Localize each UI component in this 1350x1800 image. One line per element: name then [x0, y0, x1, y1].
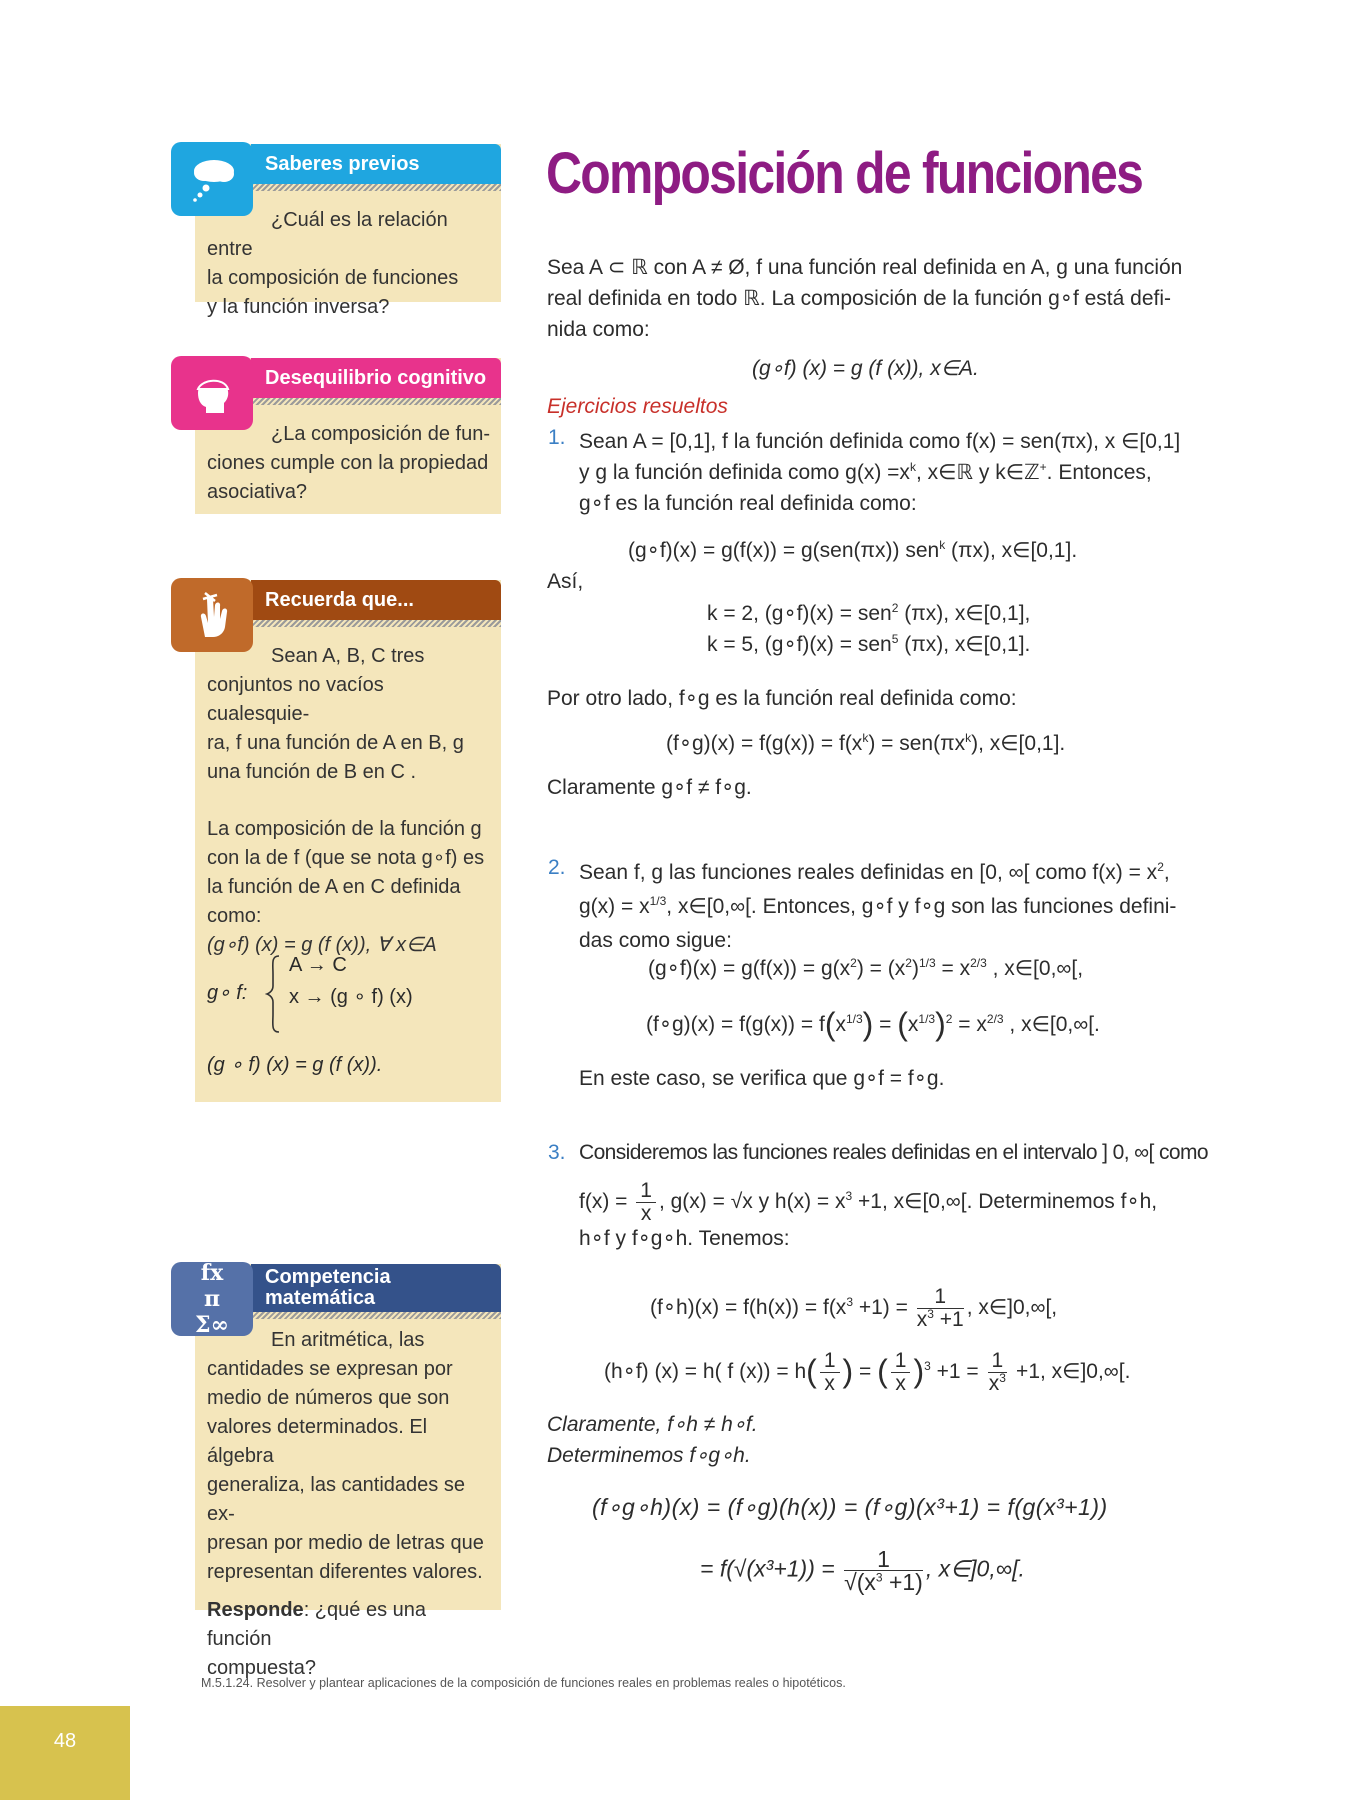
competencia-header	[251, 1264, 501, 1312]
page-number	[0, 1706, 130, 1800]
recuerda-text-line: La composición de la función g	[207, 818, 482, 840]
mapping-line: A → C	[289, 954, 347, 976]
fraction: $\frac{1}{x}$	[820, 1350, 840, 1395]
exercise-1-line: Sean A = [0,1], f la función definida como f(x) = sen(πx), x ∈[0,1]	[579, 430, 1181, 453]
recuerda-text-line: con la de f (que se nota g∘f) es	[207, 847, 485, 869]
equation-part: (πx), x∈[0,1].	[945, 539, 1078, 562]
competencia-text-line: En aritmética, las	[271, 1329, 425, 1351]
claramente-2-text: Claramente, f∘h ≠ h∘f.	[547, 1413, 758, 1436]
exercise-2-number: 2.	[548, 856, 566, 879]
mapping-diagram	[207, 954, 487, 1034]
equation-part: (f∘g)(x) = f(g(x)) = f	[646, 1013, 825, 1036]
header-hatch	[251, 398, 501, 405]
header-hatch	[251, 1312, 501, 1319]
definition-equation: (g∘f) (x) = g (f (x)), x∈A.	[752, 357, 979, 380]
recuerda-final-formula: (g ∘ f) (x) = g (f (x)).	[207, 1054, 383, 1076]
exercise-2-equation-1: (g∘f)(x) = $g(f(x)) = g(x^2) = (x^2)^{1/3} = x^{2/3}$ , x∈[0,∞[,	[648, 956, 1084, 980]
fogoh-equation-2	[700, 1548, 1025, 1593]
exercise-1-number: 1.	[548, 426, 566, 449]
competencia-title-line2: matemática	[265, 1287, 376, 1309]
exercise-2-equation-2: (f∘g)(x) = $f(g(x)) = f(x^{1/3}) = (x^{1/3})^2 = x^{2/3}$ , x∈[0,∞[.	[646, 1006, 1100, 1042]
exercise-2-line: das como sigue:	[579, 929, 732, 952]
exercise-3-line-3: h∘f y f∘g∘h. Tenemos:	[579, 1227, 790, 1250]
equation-part: +1 =	[930, 1360, 979, 1384]
equation-part: , x∈]0,∞[.	[925, 1555, 1025, 1582]
saberes-text-line: ¿Cuál es la relación entre	[207, 209, 448, 260]
saberes-previos-box	[195, 144, 501, 318]
intro-line: nida como:	[547, 318, 650, 341]
desequilibrio-text-line: ciones cumple con la propiedad	[207, 452, 489, 474]
intro-line: Sea A ⊂ ℝ con A ≠ Ø, f una función real definida en A, g una función	[547, 256, 1183, 279]
desequilibrio-text	[207, 420, 491, 507]
equation-part: (g∘f)(x) = g(f(x)) = g(x	[648, 957, 851, 980]
exercise-3-line-1: Consideremos las funciones reales definidas en el intervalo ] 0, ∞[ como	[579, 1141, 1208, 1164]
competencia-text-line: cantidades se expresan por	[207, 1358, 453, 1380]
exercise-2-line: g(x) = x	[579, 895, 650, 918]
equation-part: f(x) =	[579, 1190, 628, 1214]
por-otro-lado-text: Por otro lado, f∘g es la función real definida como:	[547, 687, 1017, 710]
k5-equation: k = 5, (g∘f)(x) = sen$^5$ (πx), x∈[0,1].	[707, 632, 1031, 656]
equation-part: ) = (x	[856, 957, 906, 980]
responde-text: : ¿qué es una función	[207, 1599, 426, 1650]
exercise-3-equation-2: (h∘f) (x) = h( f (x)) = h( $\frac{1}{x}$ ) = ( $\frac{1}{x}$ )$^3$ +1 = $\frac{1}{x^3}$ +1, x∈]0,∞[.	[604, 1349, 1131, 1395]
header-hatch	[251, 620, 501, 627]
saberes-previos-header	[251, 144, 501, 184]
recuerda-header	[251, 580, 501, 620]
competencia-text-line: representan diferentes valores.	[207, 1561, 483, 1583]
equation-part: (g∘f)(x) = g(f(x)) = g(sen(πx)) sen	[628, 539, 940, 562]
desequilibrio-header	[251, 358, 501, 398]
equation-part: k = 2, (g∘f)(x) = sen	[707, 602, 892, 625]
exercise-3-number: 3.	[548, 1141, 566, 1164]
page-title: Composición de funciones	[546, 141, 1143, 206]
equation-part: (h∘f) (x) = h( f (x)) = h	[604, 1360, 807, 1384]
fraction: $\frac{1}{x^3}$	[988, 1349, 1006, 1395]
exercise-1-line: , x∈ℝ y k∈ℤ	[915, 461, 1040, 484]
competencia-text-line: valores determinados. El álgebra	[207, 1416, 428, 1467]
equation-part: = x	[952, 1013, 987, 1036]
competencia-text-line: medio de números que son	[207, 1387, 450, 1409]
saberes-text-line: la composición de funciones	[207, 267, 459, 289]
competencia-text-line: presan por medio de letras que	[207, 1532, 484, 1554]
math-symbols-icon	[171, 1262, 253, 1336]
exercise-1-equation: (g∘f)(x) = g(f(x)) = g(sen(πx)) sen$^k$ (πx), x∈[0,1].	[628, 538, 1078, 562]
competencia-text-line: generaliza, las cantidades se ex-	[207, 1474, 465, 1525]
exercise-2-conclusion: En este caso, se verifica que g∘f = f∘g.	[579, 1067, 945, 1090]
exercise-3-equation-1: (f∘h)(x) = $f(h(x)) = f(x^3 +1)$ = $\frac{1}{x^3 +1}$ , x∈]0,∞[,	[650, 1285, 1058, 1331]
equation-part: = f(√(x³+1)) =	[700, 1555, 835, 1582]
equation-part: +1) =	[853, 1296, 908, 1320]
equation-part: k = 5, (g∘f)(x) = sen	[707, 633, 892, 656]
mapping-line: x → (g ∘ f) (x)	[289, 986, 413, 1008]
equation-part: )	[911, 957, 919, 980]
recuerda-box	[195, 580, 501, 1102]
equation-part: +1, x∈]0,∞[.	[1010, 1360, 1131, 1384]
intro-paragraph	[547, 252, 1207, 345]
ejercicios-heading: Ejercicios resueltos	[547, 395, 728, 418]
recuerda-text-line: ra, f una función de A en B, g	[207, 732, 464, 754]
header-hatch	[251, 184, 501, 191]
asi-label: Así,	[547, 570, 584, 593]
recuerda-text-line: Sean A, B, C tres	[271, 645, 425, 667]
responde-text-line: compuesta?	[207, 1657, 316, 1679]
competencia-box	[195, 1260, 501, 1679]
equation-part: , x∈]0,∞[,	[966, 1296, 1058, 1320]
equation-part: +1, x∈[0,∞[. Determinemos f∘h,	[852, 1190, 1158, 1214]
finger-string-icon	[171, 578, 253, 652]
saberes-previos-text	[207, 206, 491, 322]
thought-cloud-icon	[171, 142, 253, 216]
exercise-2-line: Sean f, g las funciones reales definidas en [0, ∞[ como f(x) = x	[579, 861, 1158, 884]
exercise-1-line: y g la función definida como g(x) =x	[579, 461, 910, 484]
responde-label: Responde	[207, 1599, 304, 1621]
recuerda-text-line: una función de B en C .	[207, 761, 417, 783]
exercise-1-line: . Entonces,	[1046, 461, 1152, 484]
equation-part: (πx), x∈[0,1],	[898, 602, 1031, 625]
exercise-2-statement: Sean f, g las funciones reales definidas en [0, ∞[ como $f(x) = x^2$, $g(x) = x^{1/3}$, x∈[0,∞[. Entonces, g∘f y f∘g son las funciones defini- das como sigue:	[579, 856, 1207, 958]
fog-equation: (f∘g)(x) = $f(g(x)) = f(x^k) = sen(\pi x^k)$, x∈[0,1].	[666, 731, 1066, 755]
recuerda-text-line: conjuntos no vacíos cualesquie-	[207, 674, 384, 725]
fraction: $\frac{1}{x^3 +1}$	[916, 1285, 964, 1331]
desequilibrio-text-line: asociativa?	[207, 481, 308, 503]
one-over-x-fraction: $\frac{1}{x}$	[636, 1180, 656, 1225]
recuerda-text-line: como:	[207, 905, 262, 927]
exercise-1-line: g∘f es la función real definida como:	[579, 492, 917, 515]
equation-part: ), x∈[0,1].	[971, 732, 1066, 755]
recuerda-text-line: la función de A en C definida	[207, 876, 461, 898]
fraction: $\frac{1}{x}$	[891, 1350, 911, 1395]
k2-equation: k = 2, (g∘f)(x) = sen$^2$ (πx), x∈[0,1],	[707, 601, 1031, 625]
curriculum-note: M.5.1.24. Resolver y plantear aplicaciones de la composición de funciones reales en problemas reales o hipotéticos.	[201, 1676, 846, 1690]
head-icon	[171, 356, 253, 430]
exercise-1-statement: Sean A = [0,1], f la función definida como f(x) = sen(πx), x ∈[0,1] y g la función definida como $g(x) =x^k$, x∈ℝ y k∈ℤ+. Entonces, g∘f es la función real definida como:	[579, 426, 1207, 519]
exercise-2-line: , x∈[0,∞[. Entonces, g∘f y f∘g son las funciones defini-	[666, 895, 1177, 918]
determinemos-text: Determinemos f∘g∘h.	[547, 1444, 751, 1467]
intro-line: real definida en todo ℝ. La composición de la función g∘f está defi-	[547, 287, 1171, 310]
competencia-title-line1: Competencia	[265, 1266, 391, 1288]
equation-part: (πx), x∈[0,1].	[898, 633, 1031, 656]
equation-part: , x∈[0,∞[.	[1003, 1013, 1100, 1036]
equation-part: ) = sen(πx	[868, 732, 966, 755]
fraction: $\frac{1}{√(x^3 +1)}$	[844, 1546, 923, 1595]
saberes-previos-title: Saberes previos	[265, 152, 420, 175]
fogoh-equation-1: (f∘g∘h)(x) = (f∘g)(h(x)) = (f∘g)(x³+1) = f(g(x³+1))	[592, 1494, 1108, 1520]
equation-part: , g(x) = √x y h(x) = x	[658, 1190, 846, 1214]
exercise-3-line-2: f(x) = $\frac{1}{x}$ , g(x) = √x y $h(x) = x^3 +1$, x∈[0,∞[. Determinemos f∘h,	[579, 1179, 1158, 1225]
saberes-text-line: y la función inversa?	[207, 296, 390, 318]
math-symbols-text: fx π Σ∞	[195, 1260, 229, 1338]
desequilibrio-title: Desequilibrio cognitivo	[265, 366, 487, 389]
recuerda-composition-formula: (g∘f) (x) = g (f (x)), ∀ x∈A	[207, 934, 437, 956]
equation-part: , x∈[0,∞[,	[986, 957, 1084, 980]
claramente-1-text: Claramente g∘f ≠ f∘g.	[547, 776, 752, 799]
page-number-text: 48	[53, 1730, 77, 1752]
mapping-label: g∘ f:	[207, 982, 248, 1004]
recuerda-title: Recuerda que...	[265, 588, 414, 611]
competencia-text	[207, 1326, 491, 1683]
equation-part: (f∘g)(x) = f(g(x)) = f(x	[666, 732, 863, 755]
desequilibrio-text-line: ¿La composición de fun-	[271, 423, 491, 445]
equation-part: (f∘h)(x) = f(h(x)) = f(x	[650, 1296, 847, 1320]
equation-part: = x	[935, 957, 971, 980]
desequilibrio-box	[195, 358, 501, 514]
recuerda-text	[207, 642, 491, 960]
equation-part: =	[873, 1013, 898, 1036]
